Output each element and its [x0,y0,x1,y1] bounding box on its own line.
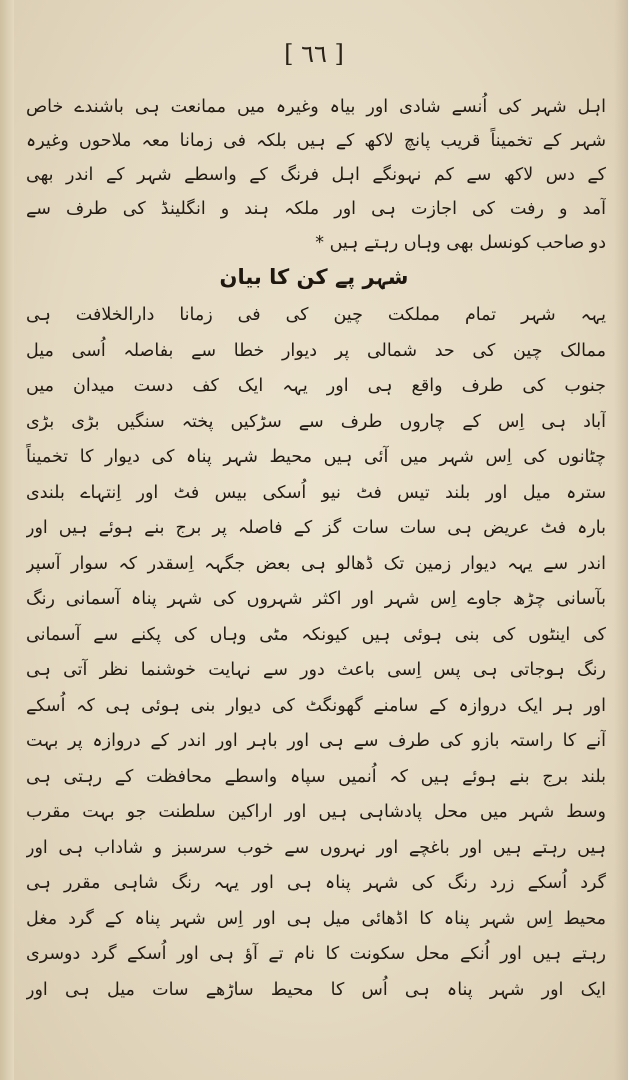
text-line: ہیں رہتے ہیں اور باغچے اور نہروں سے خوب سرسبز و شاداب ہی اور [26,837,606,858]
text-line: بارہ فٹ عریض ہی سات سات گز کے فاصلہ پر برج بنے ہوئے ہیں اور [26,518,606,538]
text-line: کے دس لاکھ سے کم نہونگے اہل فرنگ کے واسطے شہر کے اندر بھی [26,165,606,185]
text-line: گرد اُسکے زرد رنگ کی شہر پناہ ہی اور یہہ رنگ شاہی مقرر ہی [26,873,606,893]
section-heading: شہر پے کن کا بیان [219,265,409,289]
text-line: محیط اِس شہر پناہ کا اڈھائی میل ہی اور اِس شہر پناہ کے گرد مغل [26,908,606,929]
page-gutter [0,0,14,1080]
text-line: بآسانی چڑھ جاوے اِس شہر اور اکثر شہروں کی شہر پناہ آسمانی رنگ [26,589,606,609]
text-line: آنے کا راستہ بازو کی طرف سے ہی اور باہر اور اندر کے دروازہ پر بہت [26,731,606,751]
text-line: سترہ میل اور بلند تیس فٹ نیو اُسکی بیس فٹ اور اِنتہاے بلندی [26,482,606,503]
text-line: ممالک چین کی حد شمالی پر دیوار خطا سے بفاصلہ اُسی میل [26,340,606,361]
text-line: رنگ ہوجاتی ہی پس اِسی باعث دور سے نہایت خوشنما نظر آتی ہی [26,660,606,680]
text-line: شہر کے تخمیناً قریب پانچ لاکھ کے ہیں بلکہ فی زمانا معہ ملاحوں وغیرہ [26,131,606,151]
text-line: بلند برج بنے ہوئے ہیں کہ اُنمیں سپاہ واسطے محافظت کے رہتی ہی [26,766,606,787]
text-line: آمد و رفت کی اجازت ہی اور ملکہ ہند و انگلینڈ کی طرف سے [26,199,606,219]
text-line: آباد ہی اِس کے چاروں طرف سے سڑکیں پختہ سنگیں بڑی بڑی [26,411,606,432]
text-line: رہتے ہیں اور اُنکے محل سکونت کا نام تے آؤ ہی اور اُسکے گرد دوسری [26,944,606,964]
text-line: اور ہر ایک دروازہ کے سامنے گھونگٹ کی دیوار بنی ہوئی ہی کہ اُسکے [26,695,606,716]
text-line: ایک اور شہر پناہ ہی اُس کا محیط ساڑھے سات میل ہی اور [26,979,606,1000]
text-line: دو صاحب کونسل بھی وہاں رہتے ہیں * [315,233,606,253]
text-line: اندر سے یہہ دیوار زمین تک ڈھالو ہی بعض جگہہ اِسقدر کہ سوار آسپر [26,553,606,574]
page-number: [ ٦٦ ] [284,40,344,68]
text-line: جنوب کی طرف واقع ہی اور یہہ ایک کف دست میدان میں [26,376,606,396]
text-line: وسط شہر میں محل پادشاہی ہیں اور اراکین سلطنت جو بہت مقرب [26,802,606,822]
text-line: چٹانوں کی اِس شہر میں آئی ہیں محیط شہر پناہ کی دیوار کا تخمیناً [26,447,606,467]
text-line: کی اینٹوں کی بنی ہوئی ہیں کیونکہ مٹی وہاں کی پکنے سے آسمانی [26,624,606,645]
text-line: یہہ شہر تمام مملکت چین کی فی زمانا دارالخلافت ہی [26,305,606,325]
paragraph-intro [26,90,606,260]
text-line: اہل شہر کی اُنسے شادی اور بیاہ وغیرہ میں ممانعت ہی باشندے خاص [26,97,606,117]
paragraph-peking [26,298,606,1008]
